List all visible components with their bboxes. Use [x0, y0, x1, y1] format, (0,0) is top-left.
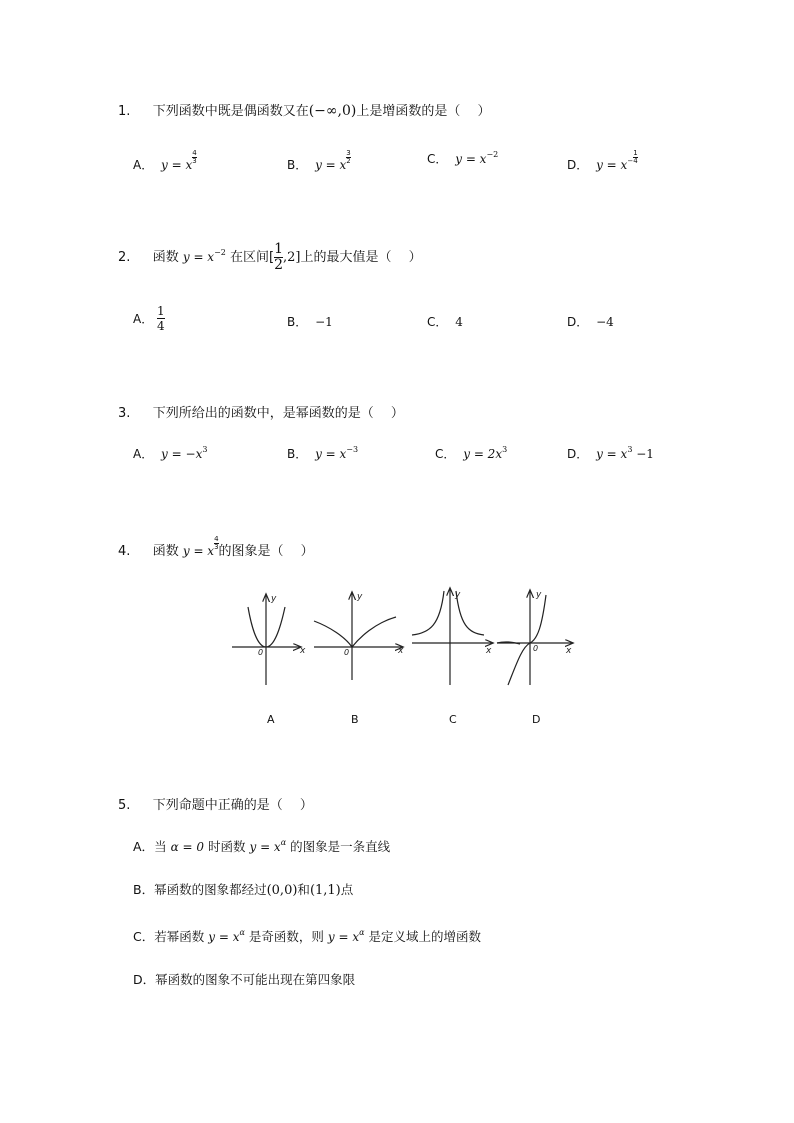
- q2-function: y = x: [182, 250, 215, 264]
- q5-option-c-letter: C．: [133, 929, 155, 944]
- q2-stem: [118, 242, 422, 273]
- q3-option-b: [287, 445, 358, 462]
- graph-d-x-label: x: [566, 646, 572, 656]
- q1-option-a-exp-num: 4: [192, 149, 197, 157]
- q5-option-a-text-2: 时函数: [207, 839, 246, 854]
- q3-stem-text: 下列所给出的函数中，是幂函数的是（ ）: [152, 406, 404, 421]
- q1-option-d-expr: y = x: [596, 158, 628, 172]
- q5-option-a-text-1: 当: [154, 839, 167, 854]
- q5-option-d-letter: D．: [133, 972, 156, 987]
- q1-option-a-exponent: [192, 150, 196, 165]
- q1-option-d-letter: D．: [567, 158, 589, 172]
- q4-stem: [118, 536, 314, 559]
- graph-b-label[interactable]: B: [351, 713, 359, 726]
- q5-option-b-point-2: (1,1): [309, 883, 341, 898]
- q5-option-c-func-2-exp: α: [359, 928, 365, 937]
- q4-exp-den: 3: [214, 543, 219, 551]
- q5-stem-text: 下列命题中正确的是（ ）: [152, 798, 313, 813]
- q1-option-b-exp-num: 3: [346, 149, 351, 157]
- q2-option-d-letter: D．: [567, 315, 589, 329]
- graph-a-x-label: x: [300, 646, 306, 656]
- q5-option-c-text-1: 若幂函数: [154, 929, 205, 944]
- q5-option-b-text-3: 点: [340, 882, 354, 897]
- q3-option-c: [435, 445, 507, 462]
- q1-interval: (−∞,0): [308, 103, 357, 119]
- q5-option-a-func: y = x: [249, 840, 281, 854]
- q2-option-a-letter: A．: [133, 312, 154, 326]
- q3-option-d-tail: −1: [632, 447, 654, 461]
- q1-option-b-expr: y = x: [315, 158, 347, 172]
- q1-option-a: [133, 150, 197, 173]
- q5-option-c-text-2: 是奇函数，则: [248, 929, 324, 944]
- graph-b[interactable]: [314, 592, 404, 680]
- q4-graphs: [0, 585, 794, 725]
- q1-option-c-expr: y = x: [455, 152, 487, 166]
- q4-exp-num: 4: [214, 535, 219, 543]
- graph-b-x-label: x: [398, 646, 404, 656]
- q1-option-d-exp-den: 4: [633, 157, 638, 165]
- graph-d[interactable]: [497, 590, 572, 685]
- q5-option-a-func-exp: α: [280, 838, 287, 847]
- graph-b-origin: 0: [344, 648, 350, 657]
- q2-stem-part-c: 上的最大值是（ ）: [300, 250, 422, 265]
- q1-option-b-exp-den: 2: [346, 157, 351, 165]
- q2-function-exponent: −2: [214, 248, 226, 257]
- q2-option-a: [133, 304, 165, 333]
- q3-option-b-expr: y = x: [315, 447, 347, 461]
- q1-option-d: [567, 150, 638, 173]
- graph-a[interactable]: [232, 594, 306, 685]
- q5-option-c-text-3: 是定义域上的增函数: [368, 929, 481, 944]
- q4-stem-part-b: 的图象是（ ）: [218, 544, 314, 559]
- q2-option-c-value: 4: [455, 315, 463, 329]
- graph-b-y-label: y: [357, 592, 363, 602]
- q5-option-b-letter: B．: [133, 882, 155, 897]
- graph-c-label[interactable]: C: [449, 713, 457, 726]
- graph-a-label[interactable]: A: [267, 713, 275, 726]
- graph-d-y-label: y: [536, 590, 542, 600]
- q3-option-c-exponent: 3: [502, 445, 508, 454]
- q5-option-b-text-2: 和: [297, 882, 310, 897]
- q5-option-c-func-exp: α: [239, 928, 245, 937]
- q2-interval-fraction: [274, 242, 283, 273]
- q2-frac-den: 2: [274, 257, 284, 273]
- q1-option-b: [287, 150, 351, 173]
- graph-a-y-label: y: [271, 594, 277, 604]
- q3-option-d-exponent: 3: [627, 445, 633, 454]
- q5-option-a-text-3: 的图象是一条直线: [290, 839, 391, 854]
- q3-option-a: [133, 445, 207, 462]
- q1-option-a-expr: y = x: [161, 158, 193, 172]
- q2-number: 2.: [118, 250, 131, 265]
- q2-option-d: [567, 313, 614, 330]
- graph-d-origin: 0: [533, 644, 539, 653]
- q3-option-c-expr: y = 2x: [463, 447, 503, 461]
- q5-option-a-letter: A．: [133, 839, 155, 854]
- q3-option-d-letter: D．: [567, 447, 589, 461]
- q1-stem-part-b: 上是增函数的是（ ）: [356, 104, 491, 119]
- graph-c-x-label: x: [486, 646, 492, 656]
- q5-number: 5.: [118, 798, 131, 813]
- q2-option-a-den: 4: [157, 319, 165, 333]
- q2-option-c: [427, 313, 463, 330]
- q1-option-d-exp-num: 1: [633, 149, 638, 157]
- q1-number: 1.: [118, 104, 131, 119]
- q5-option-d-text: 幂函数的图象不可能出现在第四象限: [155, 972, 356, 987]
- q1-option-a-letter: A．: [133, 158, 154, 172]
- q1-option-b-letter: B．: [287, 158, 308, 172]
- graph-c[interactable]: [412, 589, 492, 685]
- q2-option-a-fraction: [157, 304, 165, 333]
- q3-number: 3.: [118, 406, 131, 421]
- q1-option-b-exponent: [346, 150, 350, 165]
- q2-option-d-value: −4: [596, 315, 614, 329]
- q4-function: y = x: [182, 544, 215, 558]
- q3-option-c-letter: C．: [435, 447, 456, 461]
- q1-option-c-letter: C．: [427, 152, 448, 166]
- q2-option-b: [287, 313, 333, 330]
- q3-option-a-exponent: 3: [202, 445, 208, 454]
- q1-option-c-exponent: −2: [486, 150, 499, 159]
- q3-stem: [118, 402, 404, 421]
- q3-option-d: [567, 445, 654, 462]
- q5-option-c-func-2: y = x: [327, 930, 360, 944]
- q5-stem: [118, 794, 313, 813]
- q2-option-a-num: 1: [157, 304, 165, 318]
- q2-option-b-value: −1: [315, 315, 333, 329]
- q1-option-d-exponent: [633, 150, 637, 165]
- q5-option-a[interactable]: [133, 837, 390, 855]
- q3-option-d-expr: y = x: [596, 447, 628, 461]
- q5-option-c[interactable]: [133, 927, 481, 945]
- q4-stem-part-a: 函数: [152, 544, 179, 559]
- q2-option-b-letter: B．: [287, 315, 308, 329]
- q3-option-a-letter: A．: [133, 447, 154, 461]
- q5-option-a-alpha: α = 0: [170, 840, 204, 854]
- graph-d-label[interactable]: D: [532, 713, 541, 726]
- q1-option-d-neg: −: [627, 157, 634, 165]
- q5-option-d[interactable]: [133, 970, 355, 988]
- q3-option-b-exponent: −3: [346, 445, 359, 454]
- q3-option-a-expr: y = −x: [161, 447, 203, 461]
- q5-option-b-point-1: (0,0): [266, 883, 298, 898]
- graph-c-y-label: y: [455, 590, 461, 600]
- q3-option-b-letter: B．: [287, 447, 308, 461]
- graph-a-origin: 0: [258, 648, 264, 657]
- q1-stem-part-a: 下列函数中既是偶函数又在: [152, 104, 309, 119]
- q5-option-b[interactable]: [133, 880, 353, 898]
- q5-option-b-text-1: 幂函数的图象都经过: [154, 882, 267, 897]
- q1-option-a-exp-den: 3: [192, 157, 197, 165]
- q4-number: 4.: [118, 544, 131, 559]
- q1-stem: [118, 100, 491, 119]
- q5-option-c-func: y = x: [208, 930, 240, 944]
- q2-stem-part-a: 函数: [152, 250, 179, 265]
- q2-stem-part-b: 在区间[: [230, 250, 275, 265]
- q2-frac-num: 1: [274, 241, 284, 257]
- q2-interval-end: ,2]: [283, 250, 301, 265]
- q2-option-c-letter: C．: [427, 315, 448, 329]
- q1-option-c: [427, 150, 498, 167]
